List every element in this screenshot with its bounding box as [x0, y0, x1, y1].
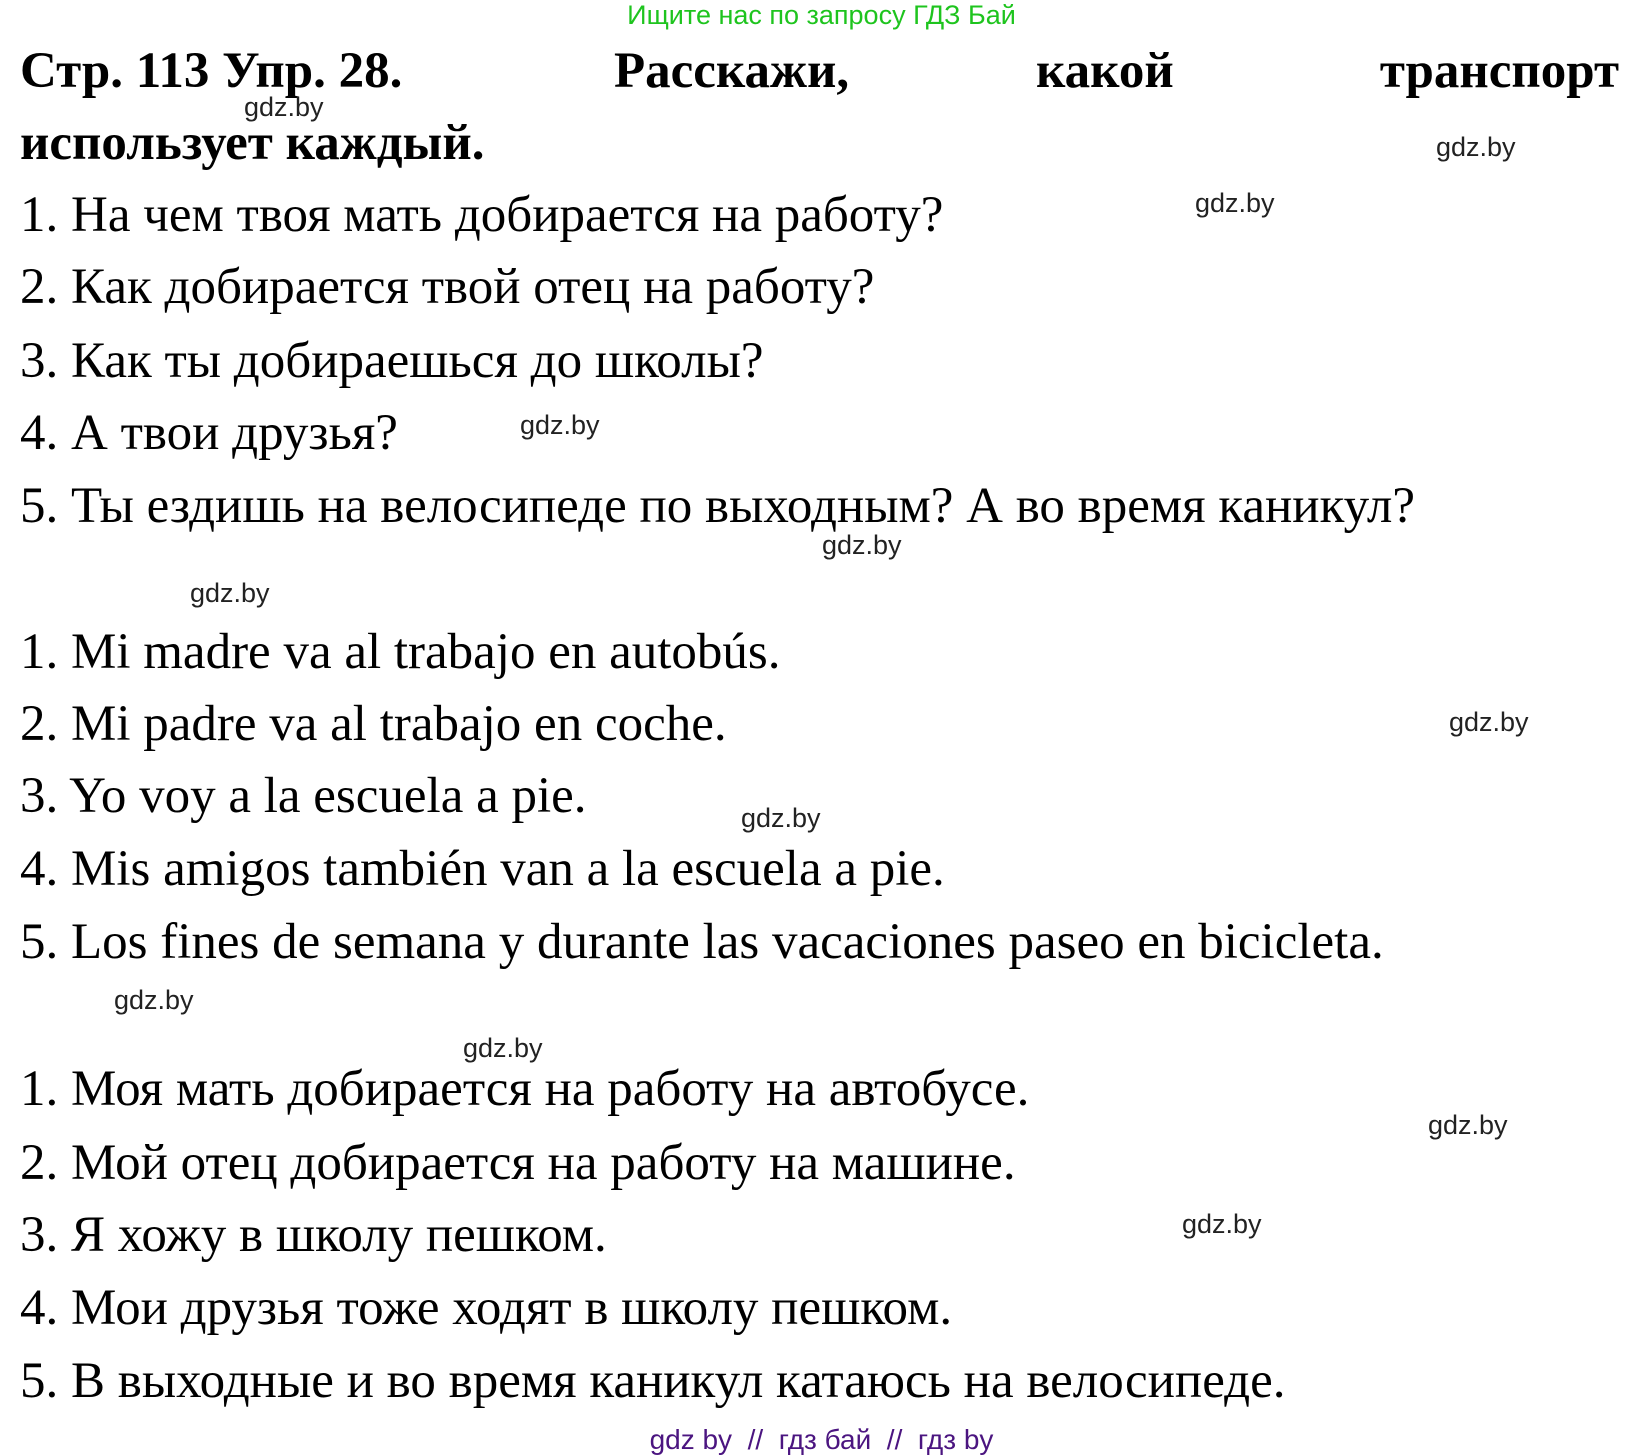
answer-russian: 2. Мой отец добирается на работу на машине. [20, 1135, 1016, 1191]
watermark: gdz.by [822, 530, 902, 560]
question: 2. Как добирается твой отец на работу? [20, 259, 875, 315]
watermark: gdz.by [1182, 1209, 1262, 1239]
answer-russian: 5. В выходные и во время каникул катаюсь на велосипеде. [20, 1353, 1286, 1409]
answer-russian: 4. Мои друзья тоже ходят в школу пешком. [20, 1280, 953, 1336]
watermark: gdz.by [463, 1033, 543, 1063]
title-word: Расскажи, [614, 43, 850, 99]
answer-spanish: 2. Mi padre va al trabajo en coche. [20, 696, 727, 752]
watermark: gdz.by [1428, 1110, 1508, 1140]
title-word: транспорт [1379, 43, 1619, 99]
answer-spanish: 1. Mi madre va al trabajo en autobús. [20, 624, 781, 680]
title-exercise-ref: Стр. 113 Упр. 28. [20, 43, 403, 99]
footer-links[interactable]: gdz by // гдз бай // гдз by [649, 1424, 994, 1455]
answer-spanish: 5. Los fines de semana y durante las vacaciones paseo en bicicleta. [20, 914, 1384, 970]
question: 4. А твои друзья? [20, 405, 398, 461]
watermark: gdz.by [114, 985, 194, 1015]
watermark: gdz.by [520, 410, 600, 440]
answer-spanish: 4. Mis amigos también van a la escuela a pie. [20, 841, 945, 897]
watermark: gdz.by [244, 92, 324, 122]
answer-spanish: 3. Yo voy a la escuela a pie. [20, 768, 587, 824]
title-line-2: использует каждый. [20, 115, 485, 171]
answer-russian: 1. Моя мать добирается на работу на автобусе. [20, 1061, 1030, 1117]
question: 1. На чем твоя мать добирается на работу? [20, 187, 944, 243]
title-word: какой [1036, 43, 1174, 99]
watermark: gdz.by [190, 578, 270, 608]
search-banner[interactable]: Ищите нас по запросу ГДЗ Бай [627, 0, 1016, 30]
answer-russian: 3. Я хожу в школу пешком. [20, 1207, 607, 1263]
watermark: gdz.by [741, 803, 821, 833]
watermark: gdz.by [1449, 707, 1529, 737]
watermark: gdz.by [1436, 132, 1516, 162]
watermark: gdz.by [1195, 188, 1275, 218]
question: 3. Как ты добираешься до школы? [20, 333, 764, 389]
question: 5. Ты ездишь на велосипеде по выходным? А во время каникул? [20, 478, 1416, 534]
